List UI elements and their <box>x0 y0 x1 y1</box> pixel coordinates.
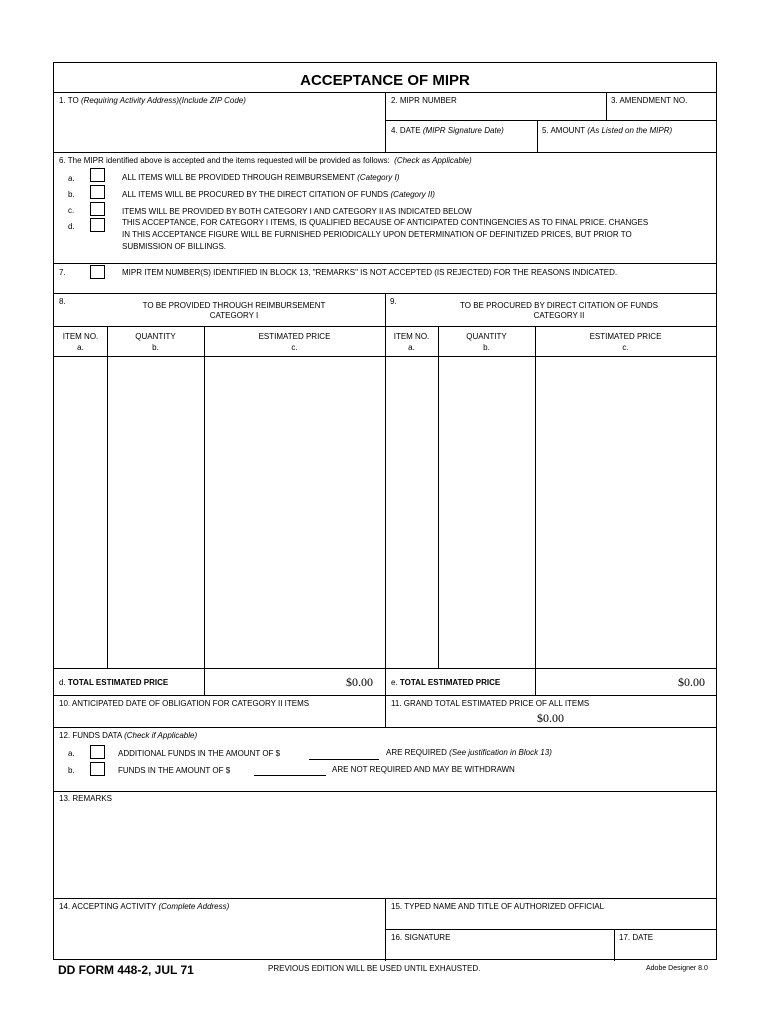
block-17-label: 17. DATE <box>619 933 654 942</box>
block-8-total-value: $0.00 <box>346 675 373 689</box>
block-6-intro: 6. The MIPR identified above is accepted and the items requested will be provided as follows: (Check as Applicable) <box>59 156 472 165</box>
option-d-text-line-2: IN THIS ACCEPTANCE FIGURE WILL BE FURNISHED PERIODICALLY UPON DETERMINATION OF DEFINITIZED PRICES, BUT PRIOR TO <box>122 230 632 239</box>
option-b-letter: b. <box>68 190 75 199</box>
block-9-quantity-area[interactable] <box>439 357 534 667</box>
block-9-total-value: $0.00 <box>678 675 705 689</box>
edition-note: PREVIOUS EDITION WILL BE USED UNTIL EXHAUSTED. <box>268 964 481 973</box>
grand-total-value: $0.00 <box>537 711 564 725</box>
funds-b-letter: b. <box>68 766 75 775</box>
form-title: ACCEPTANCE OF MIPR <box>300 72 470 89</box>
col-8-item-no: ITEM NO. <box>62 332 99 341</box>
funds-b-checkbox[interactable] <box>90 762 105 776</box>
block-14-label: 14. ACCEPTING ACTIVITY (Complete Address) <box>59 902 230 911</box>
block-7-text: MIPR ITEM NUMBER(S) IDENTIFIED IN BLOCK 13, "REMARKS" IS NOT ACCEPTED (IS REJECTED) FOR THE REASONS INDICATED. <box>122 268 618 277</box>
option-d-text-line-3: SUBMISSION OF BILLINGS. <box>122 242 227 251</box>
block-15-label: 15. TYPED NAME AND TITLE OF AUTHORIZED OFFICIAL <box>391 902 605 911</box>
remarks-area[interactable] <box>55 807 715 897</box>
option-d-text-line-1: THIS ACCEPTANCE, FOR CATEGORY I ITEMS, IS QUALIFIED BECAUSE OF ANTICIPATED CONTINGENCIES AS TO FINAL PRICE. CHANGES <box>122 218 649 227</box>
block-13-label: 13. REMARKS <box>59 794 112 803</box>
funds-b-after: ARE NOT REQUIRED AND MAY BE WITHDRAWN <box>332 765 515 774</box>
block-12-label: 12. FUNDS DATA (Check if Applicable) <box>59 731 198 740</box>
col-8-quantity: QUANTITY <box>135 332 176 341</box>
option-c-letter: c. <box>68 206 75 215</box>
block-8-title-line-2: CATEGORY I <box>209 311 259 320</box>
block-11-label: 11. GRAND TOTAL ESTIMATED PRICE OF ALL ITEMS <box>391 699 590 708</box>
option-b-checkbox[interactable] <box>90 185 105 199</box>
funds-a-letter: a. <box>68 749 75 758</box>
block-5-label: 5. AMOUNT (As Listed on the MIPR) <box>542 126 673 135</box>
col-8-quantity-sub: b. <box>152 343 159 352</box>
block-16-label: 16. SIGNATURE <box>391 933 451 942</box>
block-9-title-line-2: CATEGORY II <box>533 311 585 320</box>
funds-a-amount-line[interactable] <box>309 759 379 760</box>
block-9-price-area[interactable] <box>536 357 714 667</box>
col-9-quantity-sub: b. <box>483 343 490 352</box>
col-9-item-no-sub: a. <box>408 343 415 352</box>
option-d-letter: d. <box>68 222 75 231</box>
option-a-checkbox[interactable] <box>90 168 105 182</box>
block-8-title-line-1: TO BE PROVIDED THROUGH REIMBURSEMENT <box>142 301 326 310</box>
col-9-estimated-price-sub: c. <box>622 343 629 352</box>
block-8-quantity-area[interactable] <box>108 357 203 667</box>
col-9-quantity: QUANTITY <box>466 332 507 341</box>
funds-b-amount-line[interactable] <box>254 775 326 776</box>
block-8-total-label: d. TOTAL ESTIMATED PRICE <box>59 678 169 687</box>
block-7-checkbox[interactable] <box>90 265 105 279</box>
col-8-estimated-price-sub: c. <box>291 343 298 352</box>
option-a-letter: a. <box>68 174 75 183</box>
option-b-text: ALL ITEMS WILL BE PROCURED BY THE DIRECT CITATION OF FUNDS (Category II) <box>122 190 435 199</box>
funds-a-text: ADDITIONAL FUNDS IN THE AMOUNT OF $ <box>118 749 281 758</box>
mipr-acceptance-form <box>53 62 717 960</box>
col-9-item-no: ITEM NO. <box>393 332 430 341</box>
software-note: Adobe Designer 8.0 <box>646 965 708 972</box>
option-a-text: ALL ITEMS WILL BE PROVIDED THROUGH REIMBURSEMENT (Category I) <box>122 173 400 182</box>
block-9-title-line-1: TO BE PROCURED BY DIRECT CITATION OF FUNDS <box>460 301 658 310</box>
block-8-item-no-area[interactable] <box>55 357 106 667</box>
block-9-total-label: e. TOTAL ESTIMATED PRICE <box>391 678 501 687</box>
block-1-label: 1. TO (Requiring Activity Address)(Include ZIP Code) <box>59 96 246 105</box>
funds-a-after: ARE REQUIRED (See justification in Block 13) <box>386 748 552 757</box>
form-id: DD FORM 448-2, JUL 71 <box>58 963 194 977</box>
block-8-price-area[interactable] <box>205 357 384 667</box>
option-c-text: ITEMS WILL BE PROVIDED BY BOTH CATEGORY I AND CATEGORY II AS INDICATED BELOW <box>122 207 472 216</box>
col-8-estimated-price: ESTIMATED PRICE <box>258 332 331 341</box>
option-d-checkbox[interactable] <box>90 218 105 232</box>
option-c-checkbox[interactable] <box>90 202 105 216</box>
block-8-num: 8. <box>59 297 66 306</box>
block-9-item-no-area[interactable] <box>386 357 437 667</box>
block-7-num: 7. <box>59 268 66 277</box>
block-2-label: 2. MIPR NUMBER <box>391 96 457 105</box>
funds-a-checkbox[interactable] <box>90 745 105 759</box>
block-9-num: 9. <box>390 297 397 306</box>
col-9-estimated-price: ESTIMATED PRICE <box>589 332 662 341</box>
col-8-item-no-sub: a. <box>77 343 84 352</box>
block-4-label: 4. DATE (MIPR Signature Date) <box>391 126 504 135</box>
block-3-label: 3. AMENDMENT NO. <box>611 96 688 105</box>
funds-b-text: FUNDS IN THE AMOUNT OF $ <box>118 766 231 775</box>
block-10-label: 10. ANTICIPATED DATE OF OBLIGATION FOR CATEGORY II ITEMS <box>59 699 310 708</box>
